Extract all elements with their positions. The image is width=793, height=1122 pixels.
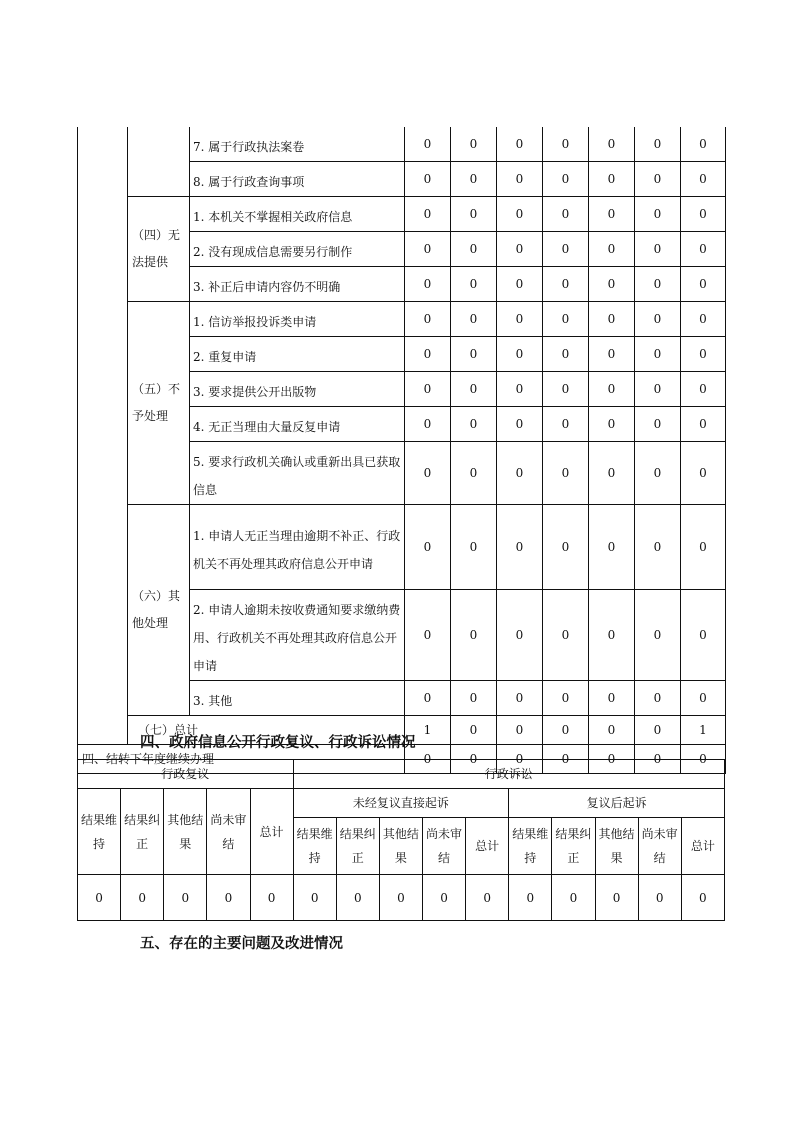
value-cell: 0 [635,716,681,745]
category-cell: （六）其他处理 [128,505,190,716]
value-cell: 0 [543,197,589,232]
value-cell: 0 [589,505,635,590]
value-cell: 0 [681,127,726,162]
value-cell: 0 [405,197,451,232]
item-label: 5. 要求行政机关确认或重新出具已获取信息 [190,442,405,505]
value-cell: 0 [451,442,497,505]
value-cell: 0 [589,127,635,162]
review-header: 行政复议 [78,760,294,789]
value-cell: 0 [681,505,726,590]
value-cell: 0 [543,745,589,774]
value-cell: 0 [543,505,589,590]
value-cell: 0 [405,681,451,716]
review-col: 尚未审结 [207,789,250,875]
value-cell: 0 [451,162,497,197]
litigation-col: 结果纠正 [552,818,595,875]
value-cell: 0 [451,197,497,232]
value-cell: 0 [405,162,451,197]
value-cell: 0 [635,267,681,302]
value-cell: 0 [405,407,451,442]
value-cell: 0 [681,745,726,774]
value-cell: 0 [451,505,497,590]
item-label: 3. 其他 [190,681,405,716]
item-label: 1. 信访举报投诉类申请 [190,302,405,337]
value-cell: 0 [589,232,635,267]
value-cell: 0 [497,267,543,302]
item-label: 1. 本机关不掌握相关政府信息 [190,197,405,232]
value-cell: 0 [451,267,497,302]
value-cell: 0 [589,162,635,197]
value-cell: 0 [405,232,451,267]
value-cell: 0 [589,681,635,716]
litigation-col: 总计 [466,818,509,875]
litigation-col: 其他结果 [595,818,638,875]
value-cell: 0 [635,337,681,372]
category-cell: （四）无法提供 [128,197,190,302]
value-cell: 0 [635,681,681,716]
value-cell: 0 [451,232,497,267]
litigation-col: 结果维持 [509,818,552,875]
value-cell: 0 [635,302,681,337]
value-cell: 0 [589,372,635,407]
value-cell: 0 [589,407,635,442]
value-cell: 0 [466,875,509,921]
value-cell: 0 [497,232,543,267]
value-cell: 0 [509,875,552,921]
value-cell: 0 [497,745,543,774]
review-col: 总计 [250,789,293,875]
value-cell: 0 [451,716,497,745]
item-label: 8. 属于行政查询事项 [190,162,405,197]
value-cell: 0 [681,337,726,372]
value-cell: 0 [543,232,589,267]
value-cell: 0 [589,302,635,337]
value-cell: 0 [497,197,543,232]
value-cell: 0 [451,745,497,774]
value-cell: 0 [497,372,543,407]
value-cell: 0 [589,337,635,372]
review-col: 结果纠正 [121,789,164,875]
value-cell: 0 [681,590,726,681]
value-cell: 0 [451,337,497,372]
table-row [78,197,726,232]
table-row [78,127,726,162]
value-cell: 0 [635,505,681,590]
review-col: 结果维持 [78,789,121,875]
review-col: 其他结果 [164,789,207,875]
value-cell: 0 [451,681,497,716]
value-cell: 0 [405,590,451,681]
value-cell: 0 [497,162,543,197]
value-cell: 0 [497,337,543,372]
value-cell: 0 [638,875,681,921]
value-cell: 0 [595,875,638,921]
value-cell: 0 [405,505,451,590]
value-cell: 0 [681,197,726,232]
value-cell: 0 [451,372,497,407]
item-label: 3. 补正后申请内容仍不明确 [190,267,405,302]
value-cell: 0 [497,407,543,442]
value-cell: 0 [451,302,497,337]
category-cell: （五）不予处理 [128,302,190,505]
value-cell: 0 [497,681,543,716]
value-cell: 0 [451,127,497,162]
direct-header: 未经复议直接起诉 [293,789,509,818]
item-label: 2. 重复申请 [190,337,405,372]
value-cell: 0 [451,407,497,442]
value-cell: 0 [589,590,635,681]
value-cell: 0 [497,716,543,745]
litigation-col: 其他结果 [379,818,422,875]
value-cell: 0 [681,407,726,442]
value-cell: 0 [681,232,726,267]
value-cell: 0 [78,875,121,921]
litigation-col: 总计 [681,818,724,875]
litigation-col: 结果维持 [293,818,336,875]
litigation-col: 尚未审结 [638,818,681,875]
value-cell: 0 [681,267,726,302]
total-label: （七）总计 [128,716,405,745]
value-cell: 0 [543,372,589,407]
value-cell: 0 [589,442,635,505]
value-cell: 0 [405,302,451,337]
value-cell: 0 [635,745,681,774]
value-cell: 0 [250,875,293,921]
value-cell: 0 [379,875,422,921]
value-cell: 0 [497,127,543,162]
value-cell: 1 [681,716,726,745]
value-cell: 0 [681,372,726,407]
value-cell: 0 [405,267,451,302]
value-cell: 0 [405,745,451,774]
value-cell: 0 [543,267,589,302]
value-cell: 0 [405,127,451,162]
value-cell: 0 [293,875,336,921]
value-cell: 0 [543,590,589,681]
value-cell: 1 [405,716,451,745]
item-label: 7. 属于行政执法案卷 [190,127,405,162]
item-label: 2. 没有现成信息需要另行制作 [190,232,405,267]
value-cell: 0 [681,442,726,505]
value-cell: 0 [497,442,543,505]
value-cell: 0 [423,875,466,921]
value-cell: 0 [543,442,589,505]
value-cell: 0 [552,875,595,921]
litigation-col: 尚未审结 [423,818,466,875]
value-cell: 0 [589,197,635,232]
value-cell: 0 [635,232,681,267]
section5-title: 五、存在的主要问题及改进情况 [140,936,343,952]
value-cell: 0 [405,337,451,372]
value-cell: 0 [635,127,681,162]
value-cell: 0 [635,442,681,505]
value-cell: 0 [543,337,589,372]
value-cell: 0 [497,590,543,681]
value-cell: 0 [635,197,681,232]
category-cell [128,127,190,197]
value-cell: 0 [589,267,635,302]
section4-title: 四、政府信息公开行政复议、行政诉讼情况 [140,735,416,751]
after-header: 复议后起诉 [509,789,725,818]
value-cell: 0 [635,590,681,681]
value-cell: 0 [451,590,497,681]
value-cell: 0 [405,442,451,505]
value-cell: 0 [121,875,164,921]
carry-label: 四、结转下年度继续办理 [78,745,405,774]
value-cell: 0 [681,681,726,716]
value-cell: 0 [681,875,724,921]
value-cell: 0 [681,162,726,197]
value-cell: 0 [681,302,726,337]
value-cell: 0 [543,407,589,442]
value-cell: 0 [635,407,681,442]
item-label: 1. 申请人无正当理由逾期不补正、行政机关不再处理其政府信息公开申请 [190,505,405,590]
item-label: 3. 要求提供公开出版物 [190,372,405,407]
value-cell: 0 [497,505,543,590]
table-row [78,505,726,590]
value-cell: 0 [543,681,589,716]
value-cell: 0 [207,875,250,921]
value-cell: 0 [543,302,589,337]
table-row [78,302,726,337]
value-cell: 0 [543,716,589,745]
value-cell: 0 [635,162,681,197]
item-label: 4. 无正当理由大量反复申请 [190,407,405,442]
litigation-header: 行政诉讼 [293,760,724,789]
review-litigation-table [77,759,725,921]
value-cell: 0 [336,875,379,921]
litigation-col: 结果纠正 [336,818,379,875]
value-cell: 0 [405,372,451,407]
application-handling-table [77,127,726,774]
value-cell: 0 [164,875,207,921]
value-cell: 0 [543,127,589,162]
value-cell: 0 [589,716,635,745]
item-label: 2. 申请人逾期未按收费通知要求缴纳费用、行政机关不再处理其政府信息公开申请 [190,590,405,681]
value-cell: 0 [497,302,543,337]
value-cell: 0 [589,745,635,774]
outer-group-cell [78,127,128,745]
value-cell: 0 [635,372,681,407]
value-cell: 0 [543,162,589,197]
